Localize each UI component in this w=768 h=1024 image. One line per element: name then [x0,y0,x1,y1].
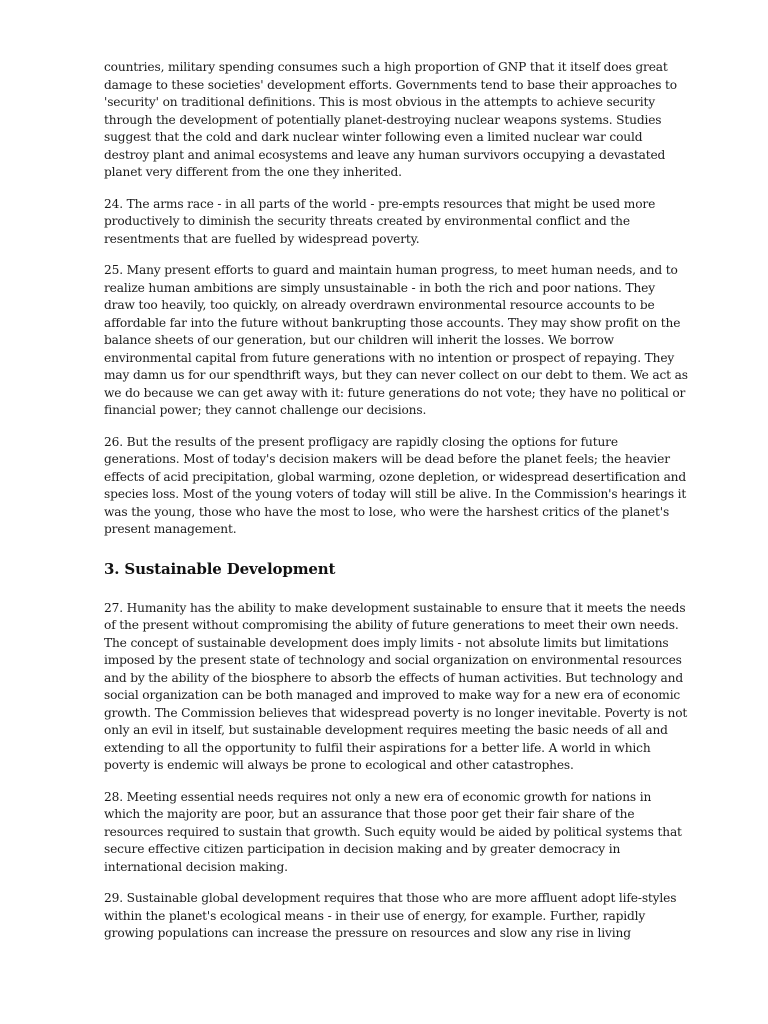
paragraph-26: 26. But the results of the present profligacy are rapidly closing the options for future generations. Most of today's decision makers will be dead before the planet feels; the heavier effects of acid precipitation, global warming, ozone depletion, or widespread desertification and species loss. Most of the young voters of today will still be alive. In the Commission's hearings it was the young, those who have the most to lose, who were the harshest critics of the planet's present management. [104,434,687,536]
paragraph-29: 29. Sustainable global development requires that those who are more affluent adopt life-styles within the planet's ecological means - in their use of energy, for example. Further, rapidly growing populations can increase the pressure on resources and slow any rise in living [104,891,677,940]
paragraph-27: 27. Humanity has the ability to make development sustainable to ensure that it meets the needs of the present without compromising the ability of future generations to meet their own needs. The concept of sustainable development does imply limits - not absolute limits but limitations imposed by the present state of technology and social organization on environmental resources and by the ability of the biosphere to absorb the effects of human activities. But technology and social organization can be both managed and improved to make way for a new era of economic growth. The Commission believes that widespread poverty is no longer inevitable. Poverty is not only an evil in itself, but sustainable development requires meeting the basic needs of all and extending to all the opportunity to fulfil their aspirations for a better life. A world in which poverty is endemic will always be prone to ecological and other catastrophes. [104,600,688,772]
section-heading: 3. Sustainable Development [104,559,336,578]
document-page [104,59,688,957]
paragraph-28: 28. Meeting essential needs requires not only a new era of economic growth for nations in which the majority are poor, but an assurance that those poor get their fair share of the resources required to sustain that growth. Such equity would be aided by political systems that secure effective citizen participation in decision making and by greater democracy in international decision making. [104,789,682,874]
paragraph-continuation: countries, military spending consumes such a high proportion of GNP that it itself does great damage to these societies' development efforts. Governments tend to base their approaches to 'security' on traditional definitions. This is most obvious in the attempts to achieve security through the development of potentially planet-destroying nuclear weapons systems. Studies suggest that the cold and dark nuclear winter following even a limited nuclear war could destroy plant and animal ecosystems and leave any human survivors occupying a devastated planet very different from the one they inherited. [104,60,677,179]
paragraph-24: 24. The arms race - in all parts of the world - pre-empts resources that might be used more productively to diminish the security threats created by environmental conflict and the resentments that are fuelled by widespread poverty. [104,196,656,246]
paragraph-25: 25. Many present efforts to guard and maintain human progress, to meet human needs, and to realize human ambitions are simply unsustainable - in both the rich and poor nations. They draw too heavily, too quickly, on already overdrawn environmental resource accounts to be affordable far into the future without bankrupting those accounts. They may show profit on the balance sheets of our generation, but our children will inherit the losses. We borrow environmental capital from future generations with no intention or prospect of repaying. They may damn us for our spendthrift ways, but they can never collect on our debt to them. We act as we do because we can get away with it: future generations do not vote; they have no political or financial power; they cannot challenge our decisions. [104,263,688,417]
